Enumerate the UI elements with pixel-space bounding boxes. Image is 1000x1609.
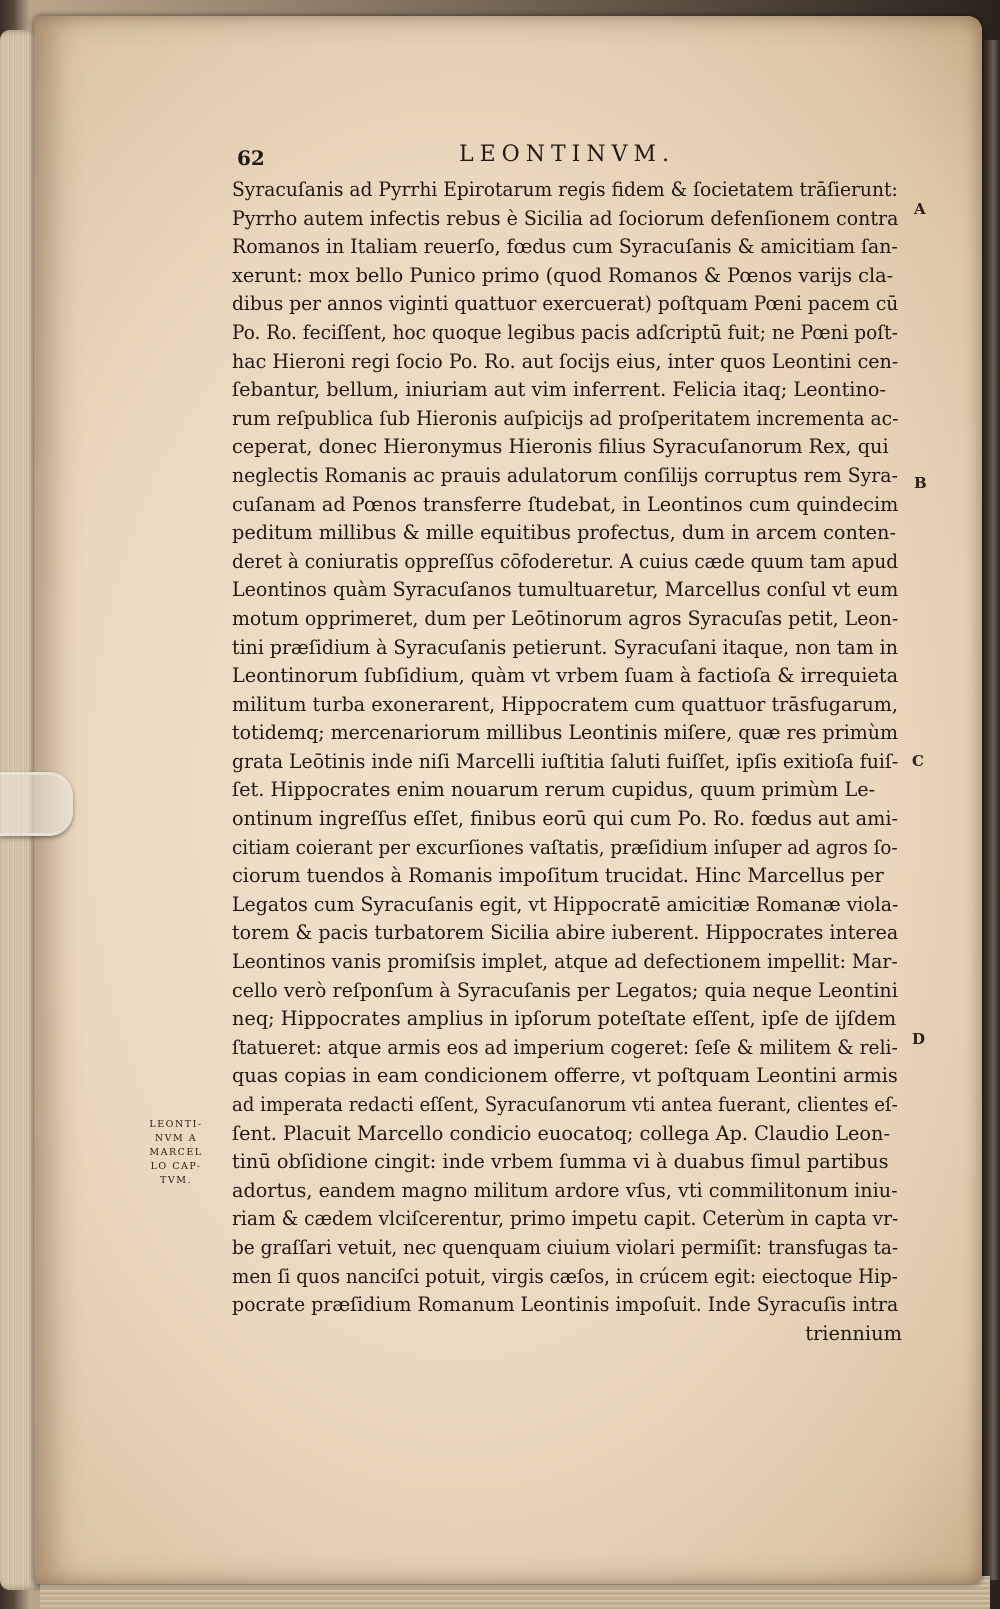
text-line: ſet. Hippocrates enim nouarum rerum cupidus, quum primùm Le- <box>232 778 876 802</box>
text-line: hac Hieroni regi ſocio Po. Ro. aut ſocijs eius, inter quos Leontini cen- <box>232 349 899 373</box>
text-line: ontinum ingreſſus eſſet, finibus eorū qui cum Po. Ro. fœdus aut ami- <box>232 807 899 831</box>
text-line: tini præſidium à Syracuſanis petierunt. Syracuſani itaque, non tam in <box>232 635 898 659</box>
text-line: grata Leōtinis inde niſi Marcelli iuſtitia ſaluti fuiſſet, ipſis exitioſa fuiſ- <box>232 749 899 773</box>
text-line: xerunt: mox bello Punico primo (quod Romanos & Pœnos varijs cla- <box>232 263 894 287</box>
text-line: ſtatueret: atque armis eos ad imperium cogeret: ſeſe & militem & reli- <box>232 1035 898 1059</box>
text-line: Syracuſanis ad Pyrrhi Epirotarum regis fidem & ſocietatem trāſierunt: <box>232 178 898 201</box>
text-line: ſebantur, bellum, iniuriam aut vim inferrent. Felicia itaq; Leontino- <box>232 378 887 402</box>
text-line: tinū obſidione cingit: inde vrbem ſumma vi à duabus ſimul partibus <box>232 1150 889 1174</box>
text-line: riam & cædem vlciſcerentur, primo impetu capit. Ceterùm in capta vr- <box>232 1207 899 1231</box>
book-clip <box>0 772 73 836</box>
text-line: militum turba exonerarent, Hippocratem cum quattuor trāsfugarum, <box>232 692 898 716</box>
text-line: cuſanam ad Pœnos transferre ſtudebat, in Leontinos cum quindecim <box>232 492 899 516</box>
running-title: LEONTINVM. <box>459 142 675 167</box>
text-line: motum opprimeret, dum per Leōtinorum agros Syracuſas petit, Leon- <box>232 606 899 630</box>
page-header <box>237 138 917 174</box>
text-line: Leontinos quàm Syracuſanos tumultuaretur, Marcellus conſul vt eum <box>232 578 899 602</box>
catchword: triennium <box>805 1321 902 1345</box>
text-line: neq; Hippocrates amplius in ipſorum poteſtate eſſent, ipſe de ijſdem <box>232 1007 897 1031</box>
text-line: citiam coierant per excurſiones vaſtatis, præſidium inſuper ad agros ſo- <box>232 835 898 859</box>
text-line: Leontinorum ſubſidium, quàm vt vrbem ſuam à factioſa & irrequieta <box>232 664 899 688</box>
text-line: ciorum tuendos à Romanis impoſitum trucidat. Hinc Marcellus per <box>232 864 884 888</box>
text-line: Po. Ro. feciſſent, hoc quoque legibus pacis adſcriptū fuit; ne Pœni poſt- <box>232 320 898 344</box>
margin-marker-b: B <box>914 474 927 492</box>
text-line: ceperat, donec Hieronymus Hieronis filius Syracuſanorum Rex, qui <box>232 435 889 459</box>
text-line: Romanos in Italiam reuerſo, fœdus cum Syracuſanis & amicitiam ſan- <box>232 235 898 259</box>
text-line: adortus, eandem magno militum ardore vſus, vti commilitonum iniu- <box>232 1178 898 1202</box>
margin-marker-c: C <box>912 752 924 770</box>
text-line: cello verò reſponſum à Syracuſanis per Legatos; quia neque Leontini <box>232 978 898 1002</box>
text-line: ad imperata redacti eſſent, Syracuſanorum vti antea fuerant, clientes eſ- <box>232 1093 898 1116</box>
margin-marker-a: A <box>914 200 926 218</box>
marginal-note-line: TVM. <box>160 1175 192 1186</box>
text-line: Pyrrho autem infectis rebus è Sicilia ad ſociorum defenſionem contra <box>232 206 899 230</box>
text-line: ſent. Placuit Marcello condicio euocatoq; collega Ap. Claudio Leon- <box>232 1121 890 1145</box>
body-text <box>232 176 902 1348</box>
text-line: pocrate præſidium Romanum Leontinis impoſuit. Inde Syracuſis intra <box>232 1293 899 1317</box>
text-line: Legatos cum Syracuſanis egit, vt Hippocratē amicitiæ Romanæ viola- <box>232 892 899 916</box>
marginal-note-line: NVM A <box>154 1133 198 1144</box>
marginal-note-line: LO CAP- <box>150 1161 202 1172</box>
marginal-note-line: LEONTI- <box>149 1119 203 1130</box>
text-line: be graſſari vetuit, nec quenquam ciuium violari permiſit: transfugas ta- <box>232 1235 899 1259</box>
text-line: quas copias in eam condicionem offerre, vt poſtquam Leontini armis <box>232 1064 898 1088</box>
text-line: totidemq; mercenariorum millibus Leontinis miſere, quæ res primùm <box>232 721 898 745</box>
marginal-note <box>136 1118 216 1188</box>
text-line: dibus per annos viginti quattuor exercuerat) poſtquam Pœni pacem cū <box>232 292 899 316</box>
text-line: peditum millibus & mille equitibus profectus, dum in arcem conten- <box>232 521 896 545</box>
text-line: torem & pacis turbatorem Sicilia abire iuberent. Hippocrates interea <box>232 921 899 945</box>
page-number: 62 <box>237 146 265 170</box>
text-line: men ſi quos nanciſci potuit, virgis cæſos, in crúcem egit: eiectoque Hip- <box>232 1264 898 1288</box>
marginal-note-line: MARCEL <box>149 1147 203 1158</box>
text-line: neglectis Romanis ac prauis adulatorum conſilijs corruptus rem Syra- <box>232 463 898 487</box>
text-line: Leontinos vanis promiſsis implet, atque ad defectionem impellit: Mar- <box>232 950 898 974</box>
margin-marker-d: D <box>912 1030 926 1048</box>
text-line: rum reſpublica ſub Hieronis auſpicijs ad proſperitatem incrementa ac- <box>232 406 899 430</box>
text-line: deret à coniuratis oppreſſus cōfoderetur. A cuius cæde quum tam apud <box>232 549 899 573</box>
